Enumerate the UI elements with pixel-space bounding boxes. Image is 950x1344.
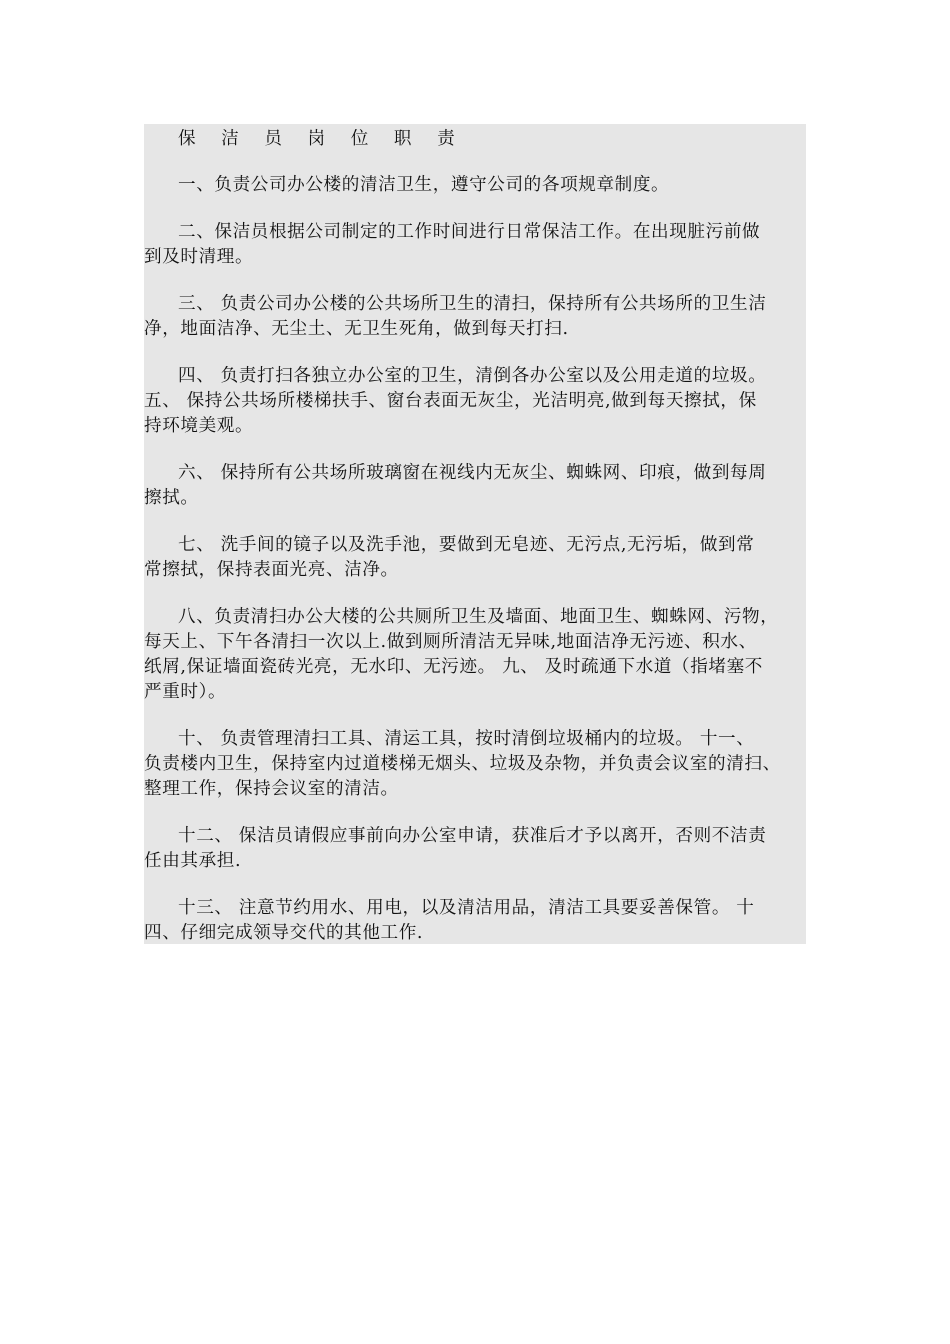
duty-line-3: 三、 负责公司办公楼的公共场所卫生的清扫，保持所有公共场所的卫生洁: [178, 294, 767, 314]
duty-line-1: 一、负责公司办公楼的清洁卫生，遵守公司的各项规章制度。: [178, 175, 670, 195]
duty-line-7: 七、 洗手间的镜子以及洗手池，要做到无皂迹、无污点,无污垢，做到常: [178, 535, 755, 555]
duty-line-11: 负责楼内卫生，保持室内过道楼梯无烟头、垃圾及杂物，并负责会议室的清扫、: [144, 754, 781, 774]
duty-line-14: 四、仔细完成领导交代的其他工作.: [144, 923, 424, 943]
duty-line-2-cont: 到及时清理。: [144, 247, 254, 267]
duty-line-12: 十二、 保洁员请假应事前向办公室申请，获准后才予以离开，否则不洁责: [178, 826, 767, 846]
duty-line-7-cont: 常擦拭，保持表面光亮、洁净。: [144, 560, 399, 580]
duty-line-8-cont-1: 每天上、下午各清扫一次以上.做到厕所清洁无异味,地面洁净无污迹、积水、: [144, 632, 757, 652]
duty-line-6: 六、 保持所有公共场所玻璃窗在视线内无灰尘、蜘蛛网、印痕，做到每周: [178, 463, 767, 483]
duty-line-10: 十、 负责管理清扫工具、清运工具，按时清倒垃圾桶内的垃圾。 十一、: [178, 729, 755, 749]
duty-line-11-cont: 整理工作，保持会议室的清洁。: [144, 779, 399, 799]
duty-line-12-cont: 任由其承担.: [144, 851, 242, 871]
duty-line-2: 二、保洁员根据公司制定的工作时间进行日常保洁工作。在出现脏污前做: [178, 222, 761, 242]
duty-line-13: 十三、 注意节约用水、用电，以及清洁用品，清洁工具要妥善保管。 十: [178, 898, 755, 918]
document-title: 保 洁 员 岗 位 职 责: [178, 129, 465, 149]
job-duties-text-block: [144, 124, 806, 944]
duty-line-3-cont: 净，地面洁净、无尘土、无卫生死角，做到每天打扫.: [144, 319, 569, 339]
duty-line-8-cont-2: 纸屑,保证墙面瓷砖光亮，无水印、无污迹。 九、 及时疏通下水道（指堵塞不: [144, 657, 763, 677]
duty-line-9-cont: 严重时）。: [144, 682, 227, 702]
duty-line-5: 五、 保持公共场所楼梯扶手、窗台表面无灰尘，光洁明亮,做到每天擦拭，保: [144, 391, 757, 411]
duty-line-5-cont: 持环境美观。: [144, 416, 254, 436]
duty-line-8: 八、负责清扫办公大楼的公共厕所卫生及墙面、地面卫生、蜘蛛网、污物，: [178, 607, 779, 627]
duty-line-4: 四、 负责打扫各独立办公室的卫生，清倒各办公室以及公用走道的垃圾。: [178, 366, 767, 386]
duty-line-6-cont: 擦拭。: [144, 488, 199, 508]
